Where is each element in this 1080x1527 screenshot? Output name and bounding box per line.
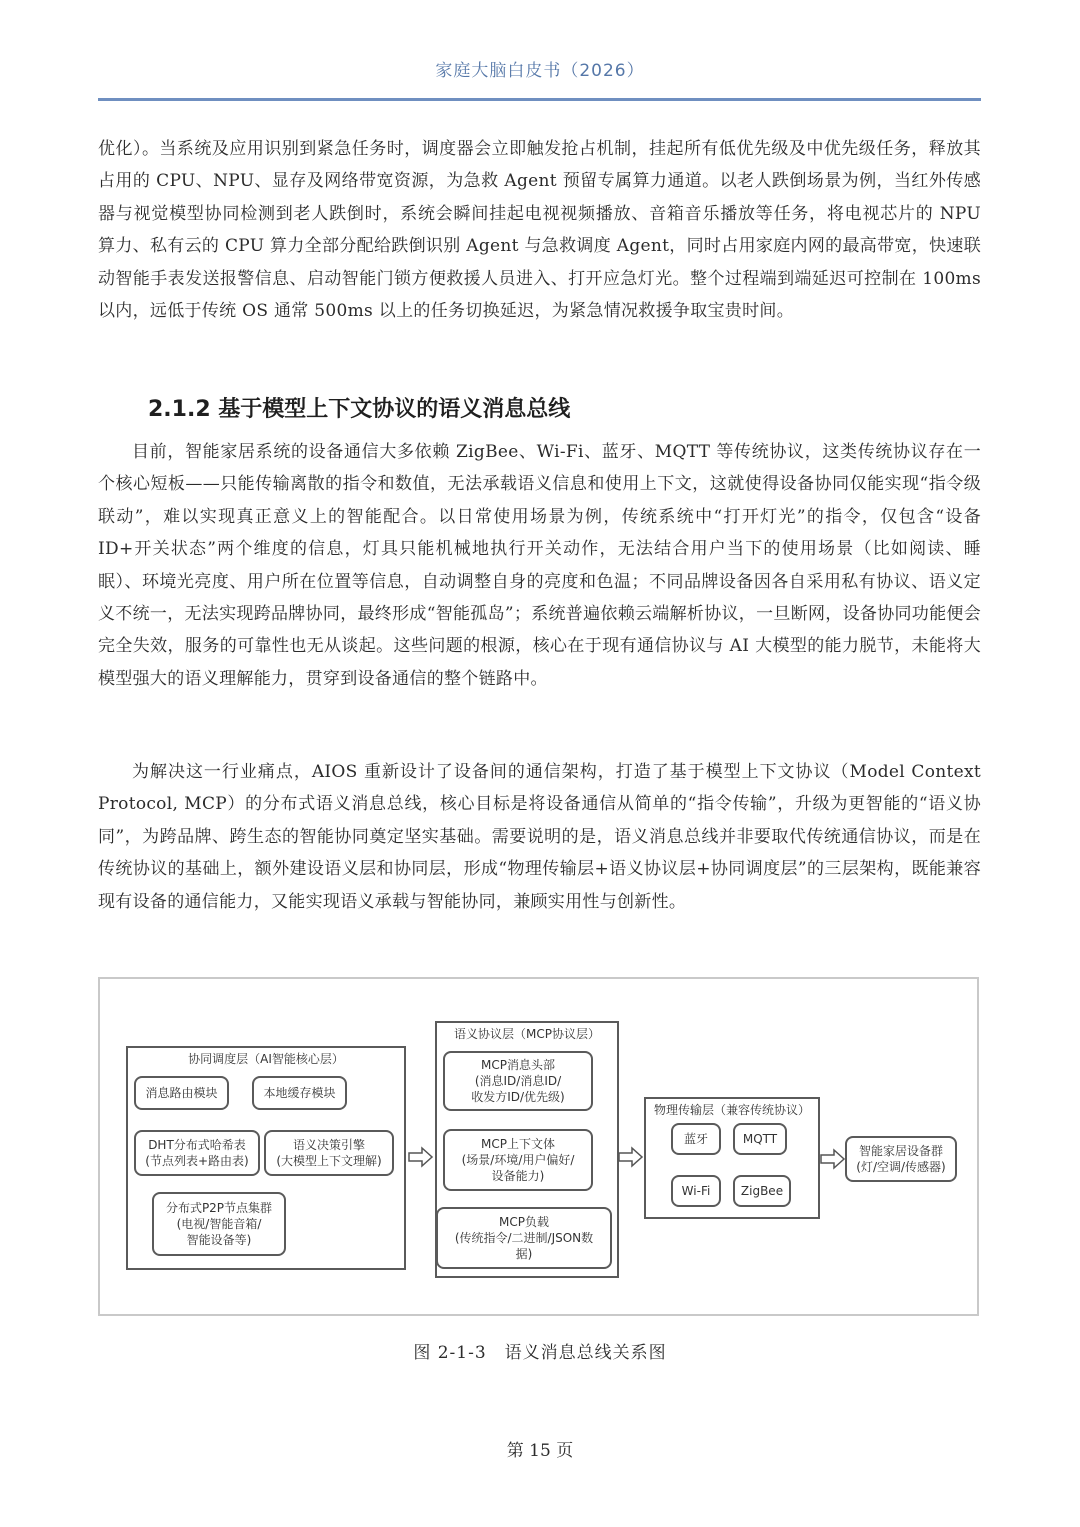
semantic-layer-title: 语义协议层（MCP协议层）	[454, 1027, 600, 1041]
mcp-context-body: MCP上下文体 (场景/环境/用户偏好/ 设备能力)	[443, 1129, 593, 1191]
message-routing-module: 消息路由模块	[134, 1076, 229, 1110]
smart-home-devices-box: 智能家居设备群 (灯/空调/传感器)	[845, 1136, 957, 1182]
wifi-box: Wi-Fi	[671, 1175, 721, 1207]
section-heading: 2.1.2 基于模型上下文协议的语义消息总线	[148, 397, 571, 422]
mcp-message-header: MCP消息头部 (消息ID/消息ID/ 收发方ID/优先级)	[443, 1051, 593, 1111]
p2p-node-cluster: 分布式P2P节点集群 (电视/智能音箱/ 智能设备等)	[152, 1192, 286, 1256]
bluetooth-box: 蓝牙	[671, 1123, 721, 1155]
arrow-semantic-to-physical	[618, 1146, 644, 1168]
coordination-layer-title: 协同调度层（AI智能核心层）	[188, 1052, 344, 1066]
dht-hash-table: DHT分布式哈希表 (节点列表+路由表)	[134, 1130, 260, 1176]
zigbee-box: ZigBee	[733, 1175, 791, 1207]
mcp-payload: MCP负载 (传统指令/二进制/JSON数 据)	[436, 1207, 612, 1269]
mqtt-box: MQTT	[733, 1123, 787, 1155]
figure-caption: 图 2-1-3 语义消息总线关系图	[413, 1343, 667, 1363]
header-rule	[98, 98, 981, 101]
physical-layer-title: 物理传输层（兼容传统协议）	[653, 1103, 810, 1117]
page-number: 第 15 页	[506, 1441, 574, 1461]
body-paragraph-3: 为解决这一行业痛点，AIOS 重新设计了设备间的通信架构，打造了基于模型上下文协议（Model Context Protocol, MCP）的分布式语义消息总线，核心目标是将设备通信从简单的“指令传输”，升级为更智能的“语义协同”，为跨品牌、跨生态的智能协同奠定坚实基础。需要说明的是，语义消息总线并非要取代传统通信协议，而是在传统协议的基础上，额外建设语义层和协同层，形成“物理传输层+语义协议层+协同调度层”的三层架构，既能兼容现有设备的通信能力，又能实现语义承载与智能协同，兼顾实用性与创新性。	[98, 762, 981, 912]
local-cache-module: 本地缓存模块	[252, 1076, 347, 1110]
body-paragraph-1: 优化）。当系统及应用识别到紧急任务时，调度器会立即触发抢占机制，挂起所有低优先级及中优先级任务，释放其占用的 CPU、NPU、显存及网络带宽资源，为急救 Agent 预留专属算力通道。以老人跌倒场景为例，当红外传感器与视觉模型协同检测到老人跌倒时，系统会瞬间挂起电视视频播放、音箱音乐播放等任务，将电视芯片的 NPU 算力、私有云的 CPU 算力全部分配给跌倒识别 Agent 与急救调度 Agent，同时占用家庭内网的最高带宽，快速联动智能手表发送报警信息、启动智能门锁方便救援人员进入、打开应急灯光。整个过程端到端延迟可控制在 100ms 以内，远低于传统 OS 通常 500ms 以上的任务切换延迟，为紧急情况救援争取宝贵时间。	[98, 139, 981, 322]
figure-semantic-bus-diagram	[98, 977, 979, 1316]
arrow-coord-to-semantic	[408, 1146, 434, 1168]
running-header: 家庭大脑白皮书（2026）	[435, 61, 645, 81]
body-paragraph-2: 目前，智能家居系统的设备通信大多依赖 ZigBee、Wi-Fi、蓝牙、MQTT 等传统协议，这类传统协议存在一个核心短板——只能传输离散的指令和数值，无法承载语义信息和使用上下文，这就使得设备协同仅能实现“指令级联动”，难以实现真正意义上的智能配合。以日常使用场景为例，传统系统中“打开灯光”的指令，仅包含“设备 ID+开关状态”两个维度的信息，灯具只能机械地执行开关动作，无法结合用户当下的使用场景（比如阅读、睡眠）、环境光亮度、用户所在位置等信息，自动调整自身的亮度和色温；不同品牌设备因各自采用私有协议、语义定义不统一，无法实现跨品牌协同，最终形成“智能孤岛”；系统普遍依赖云端解析协议，一旦断网，设备协同功能便会完全失效，服务的可靠性也无从谈起。这些问题的根源，核心在于现有通信协议与 AI 大模型的能力脱节，未能将大模型强大的语义理解能力，贯穿到设备通信的整个链路中。	[98, 442, 981, 689]
semantic-decision-engine: 语义决策引擎 (大模型上下文理解)	[264, 1130, 394, 1176]
arrow-physical-to-devices	[820, 1148, 846, 1170]
